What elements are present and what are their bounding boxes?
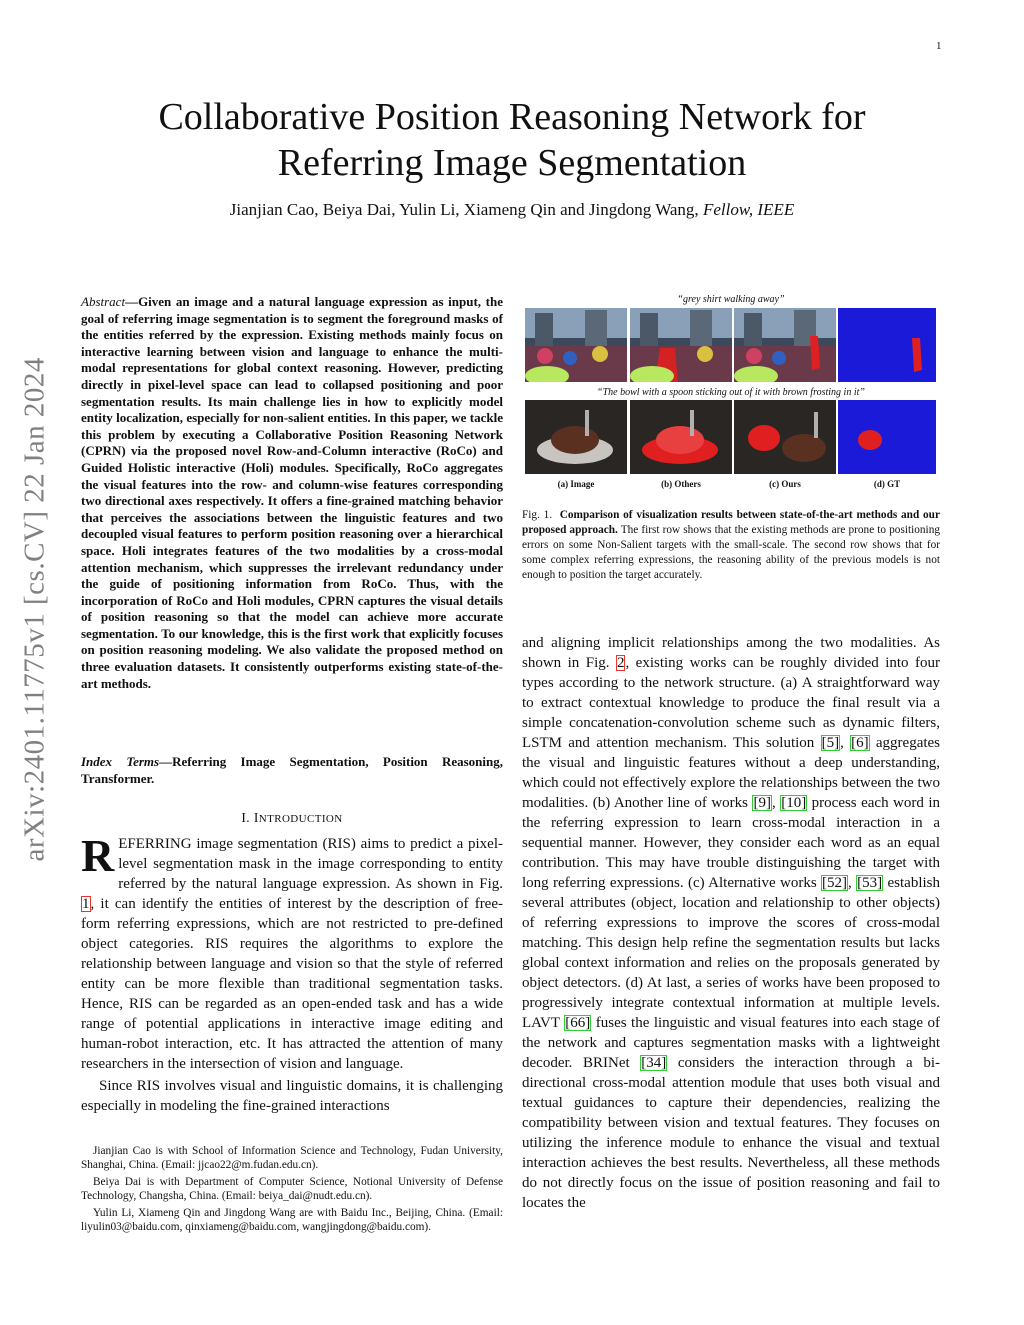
section-heading [81,810,503,826]
citation-link[interactable]: [5] [821,735,840,751]
sublabel-image: (a) Image [557,479,595,489]
figure-label: Fig. 1. [522,509,553,521]
image-crowd-others [630,308,732,382]
paper-title [0,94,1024,186]
text-run: , [840,735,851,751]
sublabel-gt: (d) GT [873,479,901,489]
image-bowl-original [525,400,627,474]
figure-query-2: “The bowl with a spoon sticking out of it with brown frosting in it” [597,387,865,398]
image-crowd-original [525,308,627,382]
intro-body [81,830,503,1116]
text-run: establish several attributes (object, location and relationship to other objects) of referring expressions to improve the scores of cross-modal matching. This design help refine the segmentation results but lacks global context information and relies on the proposals generated by object detectors. (d) At last, a series of works have been proposed to progressively integrate contextual information at multiple levels. LAVT [522,875,941,1031]
text-run: considers the interaction through a bi-directional cross-modal attention module that uses both visual and textual guidances to capture their dependencies, realizing the compatibility between vision and textual features. They focuses on utilizing the inference module to enhance the visual and textual interaction achieves the best results. Nevertheless, all these methods do not directly focus on the issue of position reasoning and fail to locates the [522,1055,940,1211]
image-bowl-ours [734,400,836,474]
abstract [81,294,503,692]
right-column-text [522,633,940,1213]
index-label: Index Terms [81,754,160,769]
author-names: Jianjian Cao, Beiya Dai, Yulin Li, Xiameng Qin and Jingdong Wang, [229,200,699,219]
page-number: 1 [936,40,942,52]
title-line-2: Referring Image Segmentation [277,142,747,184]
image-crowd-gt [838,308,936,382]
text-run: aggregates the visual and linguistic features without a deep understanding, which could not effectively explore the relationships between the two modalities. (b) Another line of works [522,735,941,811]
text-run: and aligning implicit relationships among the two modalities. As shown in Fig. [522,635,940,671]
citation-link[interactable]: [6] [851,735,869,751]
image-crowd-ours [734,308,836,382]
image-bowl-others [630,400,732,474]
intro-paragraph-1 [81,830,503,1074]
section-number: I. [241,810,251,825]
sublabel-others: (b) Others [661,479,701,489]
figure-caption [522,508,940,583]
image-bowl-gt [838,400,936,474]
abstract-text: —Given an image and a natural language expression as input, the goal of referring image segmentation is to segment the foreground masks of the entities referred by the expression. Existing methods mainly focus on interactive learning between vision and language to enhance the multi-modal representations for global context reasoning. However, predicting directly in pixel-level space can lead to collapsed positioning and poor segmentation results. Its main challenge lies in how to explicitly model entity localization, especially for non-salient entities. In this paper, we tackle this problem by executing a Collaborative Position Reasoning Network (CPRN) via the proposed novel Row-and-Column interactive (RoCo) and Guided Holistic interactive (Holi) modules. Specifically, RoCo aggregates the visual features into the row- and column-wise features corresponding two directional axes respectively. It offers a fine-grained matching behavior that perceives the associations between the linguistic features and two decoupled visual features to perform position reasoning over a hierarchical space. Holi integrates features of the two modalities by a cross-modal attention mechanism, which suppresses the irrelevant redundancy under the guide of positioning information from RoCo. Thus, with the incorporation of RoCo and Holi modules, CPRN captures the visual details of position reasoning so that the model can achieve more accurate segmentation. To our knowledge, this is the first work that explicitly focuses on position reasoning modeling. We also validate the proposed method on three evaluation datasets. It consistently outperforms existing state-of-the-art methods. [81,294,503,691]
fig1-ref-link[interactable]: 1 [82,896,90,912]
fig2-ref-link[interactable]: 2 [616,655,625,671]
section-first: I [253,810,259,825]
arxiv-stamp: arXiv:2401.11775v1 [cs.CV] 22 Jan 2024 [18,357,51,862]
footnote: Yulin Li, Xiameng Qin and Jingdong Wang are with Baidu Inc., Beijing, China. (Email: liyulin03@baidu.com, qinxiameng@baidu.com, wangjingdong@baidu.com). [81,1207,503,1233]
figure-query-1: “grey shirt walking away” [677,294,785,305]
text-run: fuses the linguistic and visual features into each stage of the network and captures segmentation masks with a lightweight decoder. BRINet [522,1015,940,1071]
footnotes [81,1144,503,1237]
citation-link[interactable]: [10] [781,795,807,811]
citation-link[interactable]: [52] [822,875,848,891]
abstract-label: Abstract [81,294,126,309]
figure-caption-bold: Comparison of visualization results between state-of-the-art methods and our proposed approach. [522,509,940,536]
text-run: , existing works can be roughly divided into four types according to the network structure. (a) A straightforward way to extract contextual knowledge to produce the final result via a simple concatenation-convolution scheme such as dynamic filters, LSTM and attention mechanism. This solution [522,655,940,751]
citation-link[interactable]: [34] [641,1055,667,1071]
section-rest: NTRODUCTION [258,813,343,825]
text-run: process each word in the referring expression to learn cross-modal interaction in a sequential manner. However, they consider each word as an equal contribution. This may have trouble distinguishing the target with long referring expressions. (c) Alternative works [522,795,940,891]
title-line-1: Collaborative Position Reasoning Network for [158,96,866,138]
index-terms [81,754,503,787]
sublabel-ours: (c) Ours [769,479,801,489]
figure-caption-rest: The first row shows that the existing methods are prone to positioning errors on some Non-Salient targets with the small-scale. The second row shows that for some complex referring expressions, the reasoning ability of the previous models is not enough to position the target accurately. [522,524,940,581]
drop-cap: R [81,830,115,881]
text-run: , [771,795,781,811]
authors [0,200,1024,220]
citation-link[interactable]: [66] [565,1015,591,1031]
author-suffix: Fellow, IEEE [702,200,795,219]
text-run: , [848,875,857,891]
footnote: Jianjian Cao is with School of Information Science and Technology, Fudan University, Shanghai, China. (Email: jjcao22@m.fudan.edu.cn). [81,1145,503,1171]
citation-link[interactable]: [9] [753,795,771,811]
intro-p1a: EFERRING image segmentation (RIS) aims to predict a pixel-level segmentation mask in the image corresponding to entity referred by the natural language expression. As shown in Fig. [118,836,503,892]
index-text: —Referring Image Segmentation, Position Reasoning, Transformer. [81,754,503,786]
citation-link[interactable]: [53] [857,875,883,891]
intro-p1b: , it can identify the entities of interest by the description of free-form referring expressions, which are not restricted to pre-defined object categories. RIS requires the algorithms to explore the relationship between language and vision so that the style of referred entity can be more flexible than traditional segmentation tasks. Hence, RIS can be regarded as an open-ended task and has a wide range of potential applications in interactive image editing and human-robot interaction, etc. It has attracted the attention of many researchers in the intersection of vision and language. [81,896,503,1072]
footnote: Beiya Dai is with Department of Computer Science, Notional University of Defense Technology, Changsha, China. (Email: beiya_dai@nudt.edu.cn). [81,1176,503,1202]
intro-paragraph-2: Since RIS involves visual and linguistic domains, it is challenging especially in modeling the fine-grained interactions [81,1078,503,1114]
